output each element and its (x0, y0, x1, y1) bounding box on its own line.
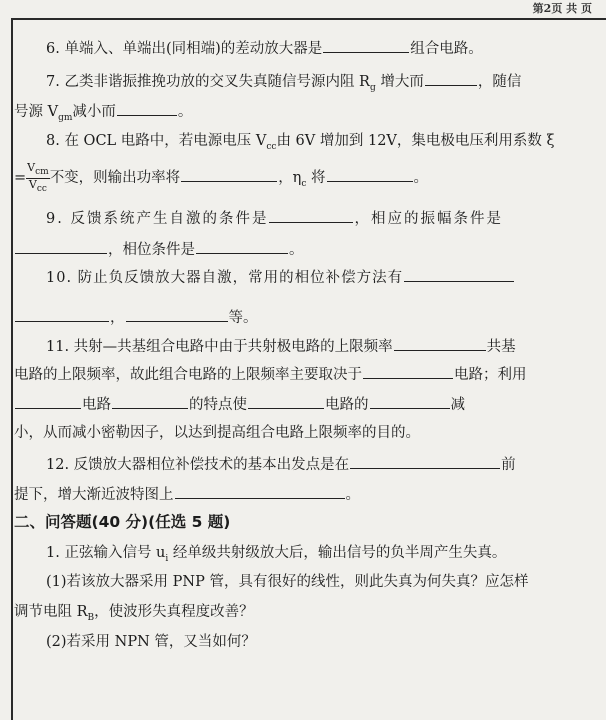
section-2-title-line (14, 515, 230, 531)
q11-text-c: 电路的上限频率，故此组合电路的上限频率主要取决于 (14, 367, 362, 383)
q7-sub-g: g (369, 82, 376, 93)
q12-text-d: 。 (345, 487, 360, 503)
q10-text-b: ， (110, 310, 125, 326)
q8-blank-2[interactable] (327, 169, 413, 182)
page-number-mark: 第2页 共 页 (532, 2, 592, 15)
q11-blank-5[interactable] (248, 396, 324, 409)
question-7-line1 (46, 73, 521, 93)
q11-blank-2[interactable] (363, 366, 453, 379)
section-2-title: 二、问答题(40 分)(任选 5 题) (14, 513, 231, 531)
q10-blank-2[interactable] (15, 309, 109, 322)
q7-sub-gm: gm (58, 112, 73, 123)
s2-q1-line3 (14, 605, 254, 623)
s2q1-text-c: (1)若该放大器采用 PNP 管，具有很好的线性，则此失真为何失真？应怎样 (46, 574, 529, 590)
q11-text-f: 的特点使 (189, 397, 247, 413)
q8-text-b: 由 6V 增加到 12V，集电极电压利用系数 ξ (276, 133, 555, 149)
s2q1-sub-i: i (165, 553, 169, 564)
q11-text-h: 减 (450, 397, 465, 413)
q10-text-a: 10. 防止负反馈放大器自激，常用的相位补偿方法有 (46, 270, 404, 286)
q11-blank-4[interactable] (112, 396, 188, 409)
q12-text-a: 12. 反馈放大器相位补偿技术的基本出发点是在 (46, 457, 350, 473)
q11-text-d: 电路；利用 (454, 367, 527, 383)
question-10-line2 (14, 309, 258, 326)
s2q1-text-e: ，使波形失真程度改善？ (94, 604, 254, 620)
s2q1-sub-b: B (87, 612, 95, 623)
q11-text-g: 电路的 (325, 397, 369, 413)
q10-blank-1[interactable] (404, 269, 514, 282)
q6-text: 6. 单端入、单端出(同相端)的差动放大器是 (46, 41, 323, 57)
q11-text-b: 共基 (486, 339, 516, 355)
q6-tail: 组合电路。 (410, 41, 483, 57)
q8-text-f: 。 (413, 170, 429, 187)
q8-sub-c: c (301, 179, 307, 190)
question-11-line3 (14, 396, 465, 413)
question-8-line2 (14, 162, 428, 194)
s2-q1-line4 (46, 635, 256, 650)
q8-den: V (28, 177, 37, 191)
q8-sub-cc: cc (266, 141, 277, 152)
q12-blank-1[interactable] (350, 456, 500, 469)
q8-text-c: 不变，则输出功率将 (49, 170, 181, 187)
q11-blank-1[interactable] (394, 338, 486, 351)
question-9-line2 (14, 241, 304, 258)
q6-blank[interactable] (323, 40, 409, 53)
q8-text-e: 将 (306, 170, 326, 187)
q12-text-b: 前 (501, 457, 516, 473)
q11-blank-3[interactable] (15, 396, 81, 409)
q8-num-sub: cm (35, 167, 49, 178)
question-8-line1 (46, 134, 555, 152)
q7-text-e: 减小而 (72, 104, 116, 120)
q8-fraction (26, 162, 50, 194)
question-11-line1 (46, 338, 516, 355)
question-12-line2 (14, 486, 360, 503)
s2q1-text-f: (2)若采用 NPN 管，又当如何？ (46, 634, 256, 650)
q10-blank-3[interactable] (126, 309, 228, 322)
q8-text-d: ，η (278, 170, 302, 187)
q7-blank-1[interactable] (425, 73, 477, 86)
q11-text-i: 小，从而减小密勒因子，以达到提高组合电路上限频率的目的。 (14, 425, 420, 441)
question-11-line2 (14, 366, 527, 383)
q7-text-d: 号源 V (14, 104, 59, 120)
q11-text-a: 11. 共射—共基组合电路中由于共射极电路的上限频率 (46, 339, 393, 355)
question-9-line1 (46, 210, 503, 227)
s2q1-text-a: 1. 正弦输入信号 u (46, 545, 166, 561)
question-6 (46, 40, 483, 57)
q7-blank-2[interactable] (117, 103, 177, 116)
s2-q1-line2 (46, 575, 528, 590)
q8-den-sub: cc (36, 183, 47, 194)
s2q1-text-d: 调节电阻 R (14, 604, 88, 620)
q9-text-d: 。 (289, 242, 304, 258)
q7-text-c: ，随信 (477, 74, 522, 90)
q9-text-b: ，相应的振幅条件是 (354, 211, 503, 227)
q11-text-e: 电路 (82, 397, 111, 413)
s2-q1-line1 (46, 546, 506, 564)
q9-text-c: ，相位条件是 (108, 242, 195, 258)
q8-eq: = (14, 170, 27, 187)
question-10-line1 (46, 269, 515, 286)
q9-blank-2[interactable] (15, 241, 107, 254)
q12-blank-2[interactable] (175, 486, 345, 499)
q7-text-f: 。 (177, 104, 193, 120)
q7-text-a: 7. 乙类非谐振推挽功放的交叉失真随信号源内阻 R (46, 74, 370, 90)
q11-blank-6[interactable] (370, 396, 450, 409)
q8-num: V (27, 161, 36, 174)
q12-text-c: 提下，增大渐近波特图上 (14, 487, 174, 503)
q9-blank-3[interactable] (196, 241, 288, 254)
s2q1-text-b: 经单级共射级放大后，输出信号的负半周产生失真。 (168, 545, 507, 561)
question-11-line4 (14, 426, 420, 441)
q7-text-b: 增大而 (375, 74, 424, 90)
q10-text-c: 等。 (228, 310, 258, 326)
q8-blank-1[interactable] (181, 169, 277, 182)
q8-text-a: 8. 在 OCL 电路中，若电源电压 V (46, 133, 267, 149)
q9-blank-1[interactable] (269, 210, 353, 223)
q9-text-a: 9. 反馈系统产生自激的条件是 (46, 211, 269, 227)
question-12-line1 (46, 456, 516, 473)
question-7-line2 (14, 103, 192, 123)
